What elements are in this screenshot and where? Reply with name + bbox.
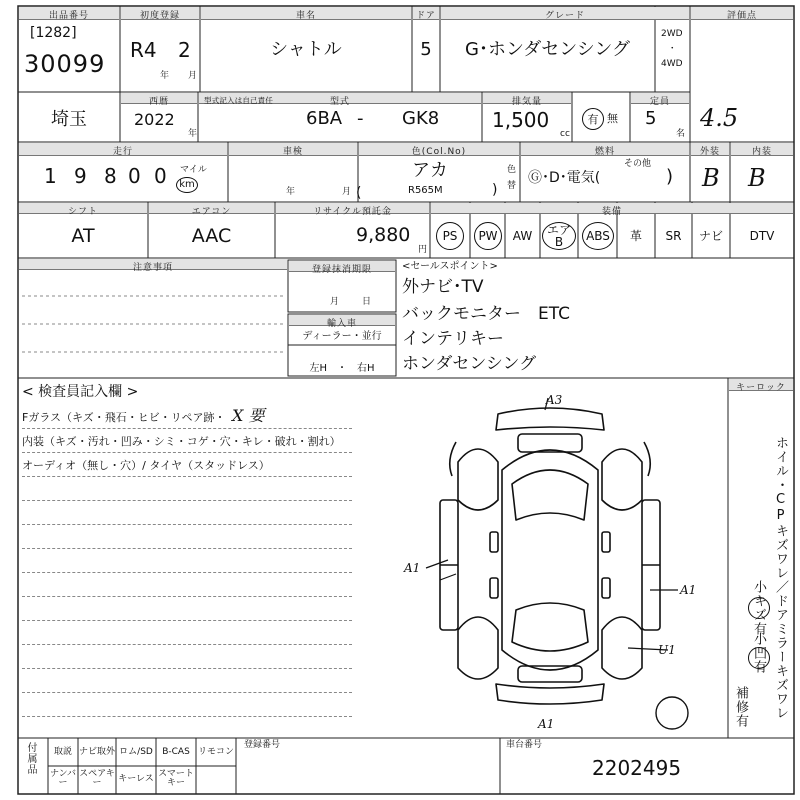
displacement-value: 1,500 xyxy=(492,108,550,132)
hdr-grade: グレード xyxy=(441,7,689,20)
fuel-options: Ⓖ･D･電気( xyxy=(528,170,601,186)
import-dealer-parallel: ディーラー・並行 xyxy=(302,331,382,342)
equip-aw: AW xyxy=(512,229,533,243)
hdr-fuel: 燃料 xyxy=(521,143,689,156)
turbo-no: 無 xyxy=(607,112,618,125)
first-reg-era: R4 xyxy=(130,38,157,62)
doors-value: 5 xyxy=(420,39,432,60)
fuel-other-label: その他 xyxy=(624,159,652,169)
damage-mark-bottom: A1 xyxy=(538,717,555,731)
hdr-import: 輸入車 xyxy=(289,315,395,326)
grade-value: G･ホンダセンシング xyxy=(465,39,630,60)
acc-remote: リモコン xyxy=(197,746,234,757)
circle-mark-dent xyxy=(748,647,770,669)
displacement-unit: cc xyxy=(560,129,570,139)
inspector-title: < 検査員記入欄 > xyxy=(22,384,139,400)
hdr-inspection: 車検 xyxy=(229,143,357,156)
acc-bcas: B-CAS xyxy=(162,746,190,757)
dereg-day: 日 xyxy=(362,297,372,307)
chassis-number: 2202495 xyxy=(592,756,682,780)
dereg-month: 月 xyxy=(330,297,340,307)
color-name: アカ xyxy=(412,160,448,181)
color-open-paren: ( xyxy=(356,185,362,201)
equip-dtv: DTV xyxy=(749,229,775,243)
hdr-dereg: 登録抹消期限 xyxy=(289,261,395,272)
sales-point-2: バックモニター ETC xyxy=(402,304,570,324)
model-type-dash: - xyxy=(357,108,364,129)
interior-grade: B xyxy=(748,164,766,192)
side-note-repair: 補修有 xyxy=(733,686,748,728)
car-name: シャトル xyxy=(270,39,342,60)
inspector-line-audio: オーディオ（無し・穴）/ タイヤ（スタッドレス） xyxy=(22,459,270,472)
turbo-yes-circled: 有 xyxy=(582,108,604,130)
first-reg-month: 2 xyxy=(178,38,191,62)
exterior-grade: B xyxy=(702,164,720,192)
hdr-eval: 評価点 xyxy=(691,7,793,20)
region: 埼玉 xyxy=(51,109,87,130)
fglass-mark: X 要 xyxy=(232,406,265,425)
sales-points-label: <セールスポイント> xyxy=(402,261,498,272)
hdr-first-reg: 初度登録 xyxy=(121,7,199,20)
model-type-prefix: 6BA xyxy=(306,108,343,129)
hdr-lot-no: 出品番号 xyxy=(19,7,119,20)
damage-mark-left: A1 xyxy=(404,561,421,575)
hdr-shift: シフト xyxy=(19,203,147,214)
color-change-1: 色 xyxy=(507,165,517,175)
lot-code: [1282] xyxy=(30,25,77,41)
damage-mark-top: A3 xyxy=(546,393,563,407)
mileage-digit-1: 1 xyxy=(44,164,57,188)
equip-abs-circled: ABS xyxy=(582,222,614,250)
mileage-digit-5: 0 xyxy=(154,164,167,188)
model-year-suffix: 年 xyxy=(188,129,198,139)
hdr-model-type: 型式 xyxy=(199,93,481,104)
shift-value: AT xyxy=(71,224,95,247)
chassis-number-label: 車台番号 xyxy=(506,740,543,750)
inspector-line-interior: 内装（キズ・汚れ・凹み・シミ・コゲ・穴・キレ・破れ・割れ） xyxy=(22,435,341,448)
acc-smart-key: スマートキー xyxy=(158,769,194,788)
aircon-value: AAC xyxy=(191,224,232,247)
acc-rom-sd: ロム/SD xyxy=(119,746,153,757)
color-close-paren: ) xyxy=(492,182,498,198)
model-year: 2022 xyxy=(134,110,175,129)
hdr-recycle: リサイクル預託金 xyxy=(276,203,429,214)
recycle-unit: 円 xyxy=(418,245,428,255)
damage-mark-right: A1 xyxy=(680,583,697,597)
acc-manual: 取説 xyxy=(53,746,72,757)
hdr-interior: 内装 xyxy=(731,143,793,156)
mileage-digit-3: 8 xyxy=(104,164,117,188)
acc-spare-key: スペアキー xyxy=(79,769,115,788)
mileage-digit-4: 0 xyxy=(128,164,141,188)
side-note-small-scratch: 小キズ有 xyxy=(751,580,766,636)
drive-dot: ･ xyxy=(670,44,675,54)
hdr-notes: 注意事項 xyxy=(19,259,287,270)
acc-navi-removed: ナビ取外 xyxy=(78,746,115,757)
mileage-digit-2: 9 xyxy=(74,164,87,188)
drive-4wd: 4WD xyxy=(661,59,683,69)
recycle-value: 9,880 xyxy=(356,224,411,246)
model-type-note: 型式記入は自己責任 xyxy=(204,97,273,106)
damage-mark-rear-right: U1 xyxy=(658,643,676,657)
hdr-model-year: 西暦 xyxy=(121,93,197,104)
acc-number-plate: ナンバー xyxy=(50,769,76,788)
hdr-car-name: 車名 xyxy=(201,7,411,20)
inspector-line-fglass: Fガラス（キズ・飛石・ヒビ・リペア跡・ xyxy=(22,411,226,424)
eval-score: 4.5 xyxy=(700,104,739,132)
sales-point-1: 外ナビ･TV xyxy=(402,277,484,297)
accessories-label: 付属品 xyxy=(25,742,36,775)
hdr-doors: ドア xyxy=(413,7,439,20)
hdr-displacement: 排気量 xyxy=(483,93,571,104)
equip-airbag-circled: エアB xyxy=(542,222,576,250)
inspection-tsuki: 月 xyxy=(342,187,352,197)
first-reg-tsuki: 月 xyxy=(188,71,198,81)
inspection-nen: 年 xyxy=(286,187,296,197)
equip-leather: 革 xyxy=(629,229,642,243)
hdr-exterior: 外装 xyxy=(691,143,729,156)
acc-keyless: キーレス xyxy=(118,773,154,784)
side-note-main: ホイル・CPキズワレ／ドアミラーキズワレ xyxy=(773,436,788,720)
hdr-color: 色(Col.No) xyxy=(359,143,519,156)
import-handle: 左H ・ 右H xyxy=(309,363,375,374)
circle-mark-scratch xyxy=(748,597,770,619)
reg-number-label: 登録番号 xyxy=(244,740,281,750)
equip-sr: SR xyxy=(665,229,682,243)
capacity-unit: 名 xyxy=(676,129,686,139)
lot-number: 30099 xyxy=(24,50,106,78)
model-type-code: GK8 xyxy=(402,108,440,129)
equip-navi: ナビ xyxy=(698,229,723,243)
drive-2wd: 2WD xyxy=(661,29,683,39)
hdr-aircon: エアコン xyxy=(149,203,274,214)
first-reg-nen: 年 xyxy=(160,71,170,81)
equip-pw-circled: PW xyxy=(474,222,502,250)
sales-point-4: ホンダセンシング xyxy=(402,354,537,374)
sales-point-3: インテリキー xyxy=(402,329,504,349)
color-code: R565M xyxy=(408,185,443,196)
hdr-key-lock: キーロック xyxy=(729,379,793,391)
equip-ps-circled: PS xyxy=(436,222,464,250)
color-change-2: 替 xyxy=(507,181,517,191)
hdr-capacity: 定員 xyxy=(631,93,689,104)
capacity-value: 5 xyxy=(645,108,657,129)
mileage-unit-km-circled: km xyxy=(176,177,198,193)
fuel-close: ) xyxy=(666,166,674,187)
hdr-mileage: 走行 xyxy=(19,143,227,156)
side-note-small-dent: 小凹有 xyxy=(751,632,766,674)
mileage-unit-mile: マイル xyxy=(180,165,207,175)
hdr-equipment: 装備 xyxy=(431,203,793,214)
